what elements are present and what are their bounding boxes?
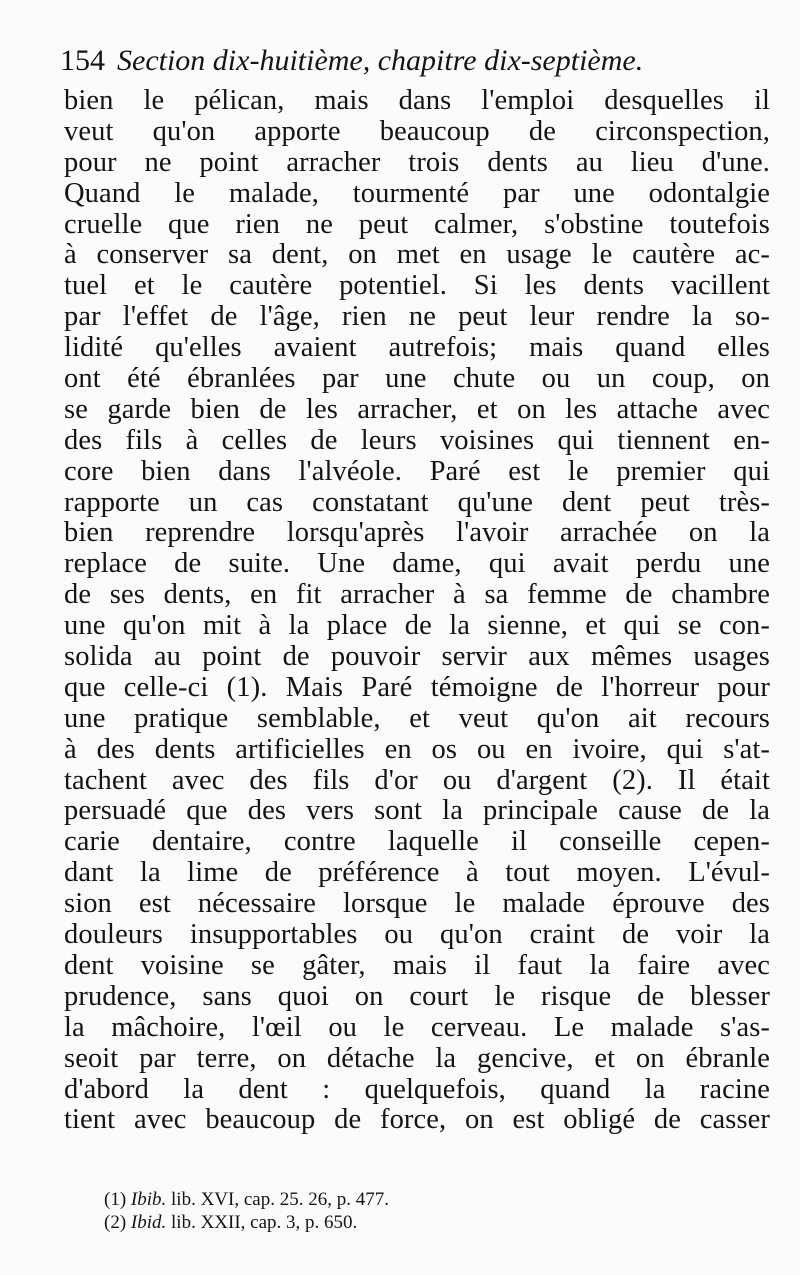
page-number: 154 [60,44,105,77]
text-line: veut qu'on apporte beaucoup de circonspection, [64,115,770,147]
text-line: tuel et le cautère potentiel. Si les dents vacillent [64,270,770,302]
text-line: lidité qu'elles avaient autrefois; mais quand elles [64,332,770,364]
text-line: bien reprendre lorsqu'après l'avoir arrachée on la [64,517,770,549]
text-line: Quand le malade, tourmenté par une odontalgie [64,177,770,209]
text-line: tient avec beaucoup de force, on est obligé de casser [64,1104,770,1136]
text-line: de ses dents, en fit arracher à sa femme de chambre [64,579,770,611]
footnote-ref: Ibib. [130,1189,167,1210]
text-line: dant la lime de préférence à tout moyen. L'évul- [64,857,770,889]
text-line: persuadé que des vers sont la principale cause de la [64,795,770,827]
text-line: replace de suite. Une dame, qui avait perdu une [64,548,770,580]
text-line: dent voisine se gâter, mais il faut la faire avec [64,949,770,981]
text-line: cruelle que rien ne peut calmer, s'obstine toutefois [64,208,770,240]
text-line: d'abord la dent : quelquefois, quand la racine [64,1073,770,1105]
text-line: ont été ébranlées par une chute ou un coup, on [64,363,770,395]
footnote-text: lib. XVI, cap. 25. 26, p. 477. [171,1189,389,1210]
text-line: la mâchoire, l'œil ou le cerveau. Le malade s'as- [64,1011,770,1043]
footnote-marker: (2) [104,1212,127,1233]
text-line: une qu'on mit à la place de la sienne, et qui se con- [64,610,770,642]
running-head [60,40,760,82]
text-line: une pratique semblable, et veut qu'on ait recours [64,702,770,734]
text-line: seoit par terre, on détache la gencive, et on ébranle [64,1042,770,1074]
text-line: core bien dans l'alvéole. Paré est le premier qui [64,455,770,487]
text-line: que celle-ci (1). Mais Paré témoigne de l'horreur pour [64,671,770,703]
text-line: se garde bien de les arracher, et on les attache avec [64,393,770,425]
text-line: pour ne point arracher trois dents au lieu d'une. [64,146,770,178]
footnote-1 [104,1188,604,1211]
footnote-text: lib. XXII, cap. 3, p. 650. [171,1212,358,1233]
text-line: prudence, sans quoi on court le risque de blesser [64,980,770,1012]
body-text [64,86,770,1136]
text-line: des fils à celles de leurs voisines qui tiennent en- [64,424,770,456]
text-line: bien le pélican, mais dans l'emploi desquelles il [64,85,770,116]
footnote-ref: Ibid. [130,1212,167,1233]
text-line: tachent avec des fils d'or ou d'argent (2). Il était [64,764,770,796]
text-line: par l'effet de l'âge, rien ne peut leur rendre la so- [64,301,770,333]
footnotes [104,1188,604,1234]
text-line: à des dents artificielles en os ou en ivoire, qui s'at- [64,733,770,765]
text-line: carie dentaire, contre laquelle il conseille cepen- [64,826,770,858]
footnote-2 [104,1211,604,1234]
text-line: à conserver sa dent, on met en usage le cautère ac- [64,239,770,271]
text-line: sion est nécessaire lorsque le malade éprouve des [64,888,770,920]
text-line: douleurs insupportables ou qu'on craint de voir la [64,919,770,951]
footnote-marker: (1) [104,1189,127,1210]
text-line: rapporte un cas constatant qu'une dent peut très- [64,486,770,518]
page-title: Section dix-huitième, chapitre dix-septième. [117,44,644,77]
text-line: solida au point de pouvoir servir aux mêmes usages [64,641,770,673]
